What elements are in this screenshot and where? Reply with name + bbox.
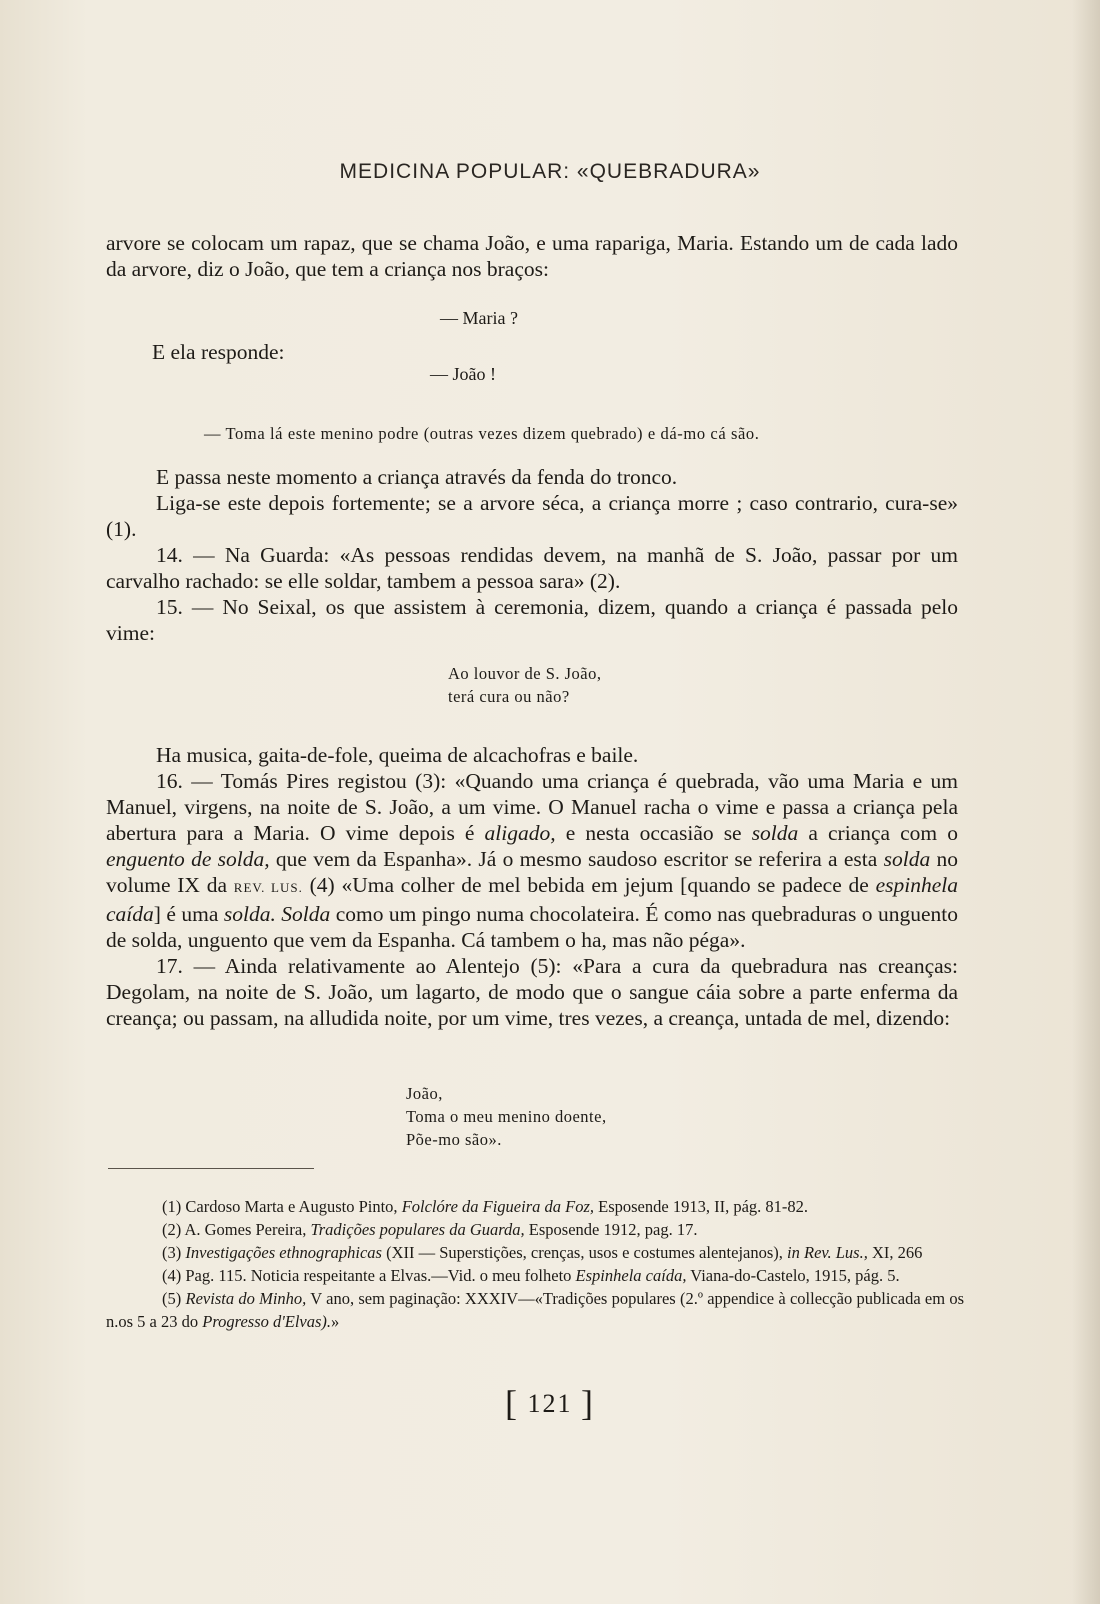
paragraph-17: 17. — Ainda relativamente ao Alentejo (5): «Para a cura da quebradura nas creanças: Degolam, na noite de S. João, um lagarto, de modo que o sangue cáia sobre a parte enferma da creança; ou passam, na alludida noite, por um vime, tres vezes, a creança, untada de mel, dizendo:	[106, 954, 958, 1030]
verse-alentejo	[406, 1082, 607, 1151]
paragraph-block-3	[106, 742, 958, 1031]
footnote-4: (4) Pag. 115. Noticia respeitante a Elvas.—Vid. o meu folheto Espinhela caída, Viana-do-Castelo, 1915, pág. 5.	[162, 1266, 900, 1285]
dialogue-joao: — João !	[430, 364, 496, 384]
verse-line: João,	[406, 1084, 443, 1103]
verse-seixal	[448, 662, 602, 708]
paragraph-liga: Liga-se este depois fortemente; se a arvore séca, a criança morre ; caso contrario, cura-se» (1).	[106, 491, 958, 541]
footnote-2: (2) A. Gomes Pereira, Tradições populares da Guarda, Esposende 1912, pag. 17.	[162, 1220, 698, 1239]
paragraph-15: 15. — No Seixal, os que assistem à ceremonia, dizem, quando a criança é passada pelo vime:	[106, 595, 958, 645]
paragraph-block-2	[106, 464, 958, 646]
verse-line: Põe-mo são».	[406, 1130, 502, 1149]
verse-line: Ao louvor de S. João,	[448, 664, 602, 683]
footnote-1: (1) Cardoso Marta e Augusto Pinto, Folclóre da Figueira da Foz, Esposende 1913, II, pág. 81-82.	[162, 1197, 809, 1216]
verse-line: Toma o meu menino doente,	[406, 1107, 607, 1126]
paragraph-14: 14. — Na Guarda: «As pessoas rendidas devem, na manhã de S. João, passar por um carvalho rachado: se elle soldar, tambem a pessoa sara» (2).	[106, 543, 958, 593]
footnote-divider	[108, 1168, 314, 1169]
paragraph-1: arvore se colocam um rapaz, que se chama João, e uma rapariga, Maria. Estando um de cada lado da arvore, diz o João, que tem a criança nos braços:	[106, 231, 958, 281]
footnotes	[106, 1195, 964, 1333]
dialogue-ela-responde: E ela responde:	[152, 340, 285, 364]
paragraph-musica: Ha musica, gaita-de-fole, queima de alcachofras e baile.	[156, 743, 639, 767]
page-number: [ 121 ]	[505, 1383, 595, 1423]
dialogue-toma: — Toma lá este menino podre (outras vezes dizem quebrado) e dá-mo cá são.	[204, 424, 760, 443]
dialogue-maria: — Maria ?	[440, 308, 518, 328]
running-header: MEDICINA POPULAR: «QUEBRADURA»	[339, 160, 761, 183]
footnote-5: (5) Revista do Minho, V ano, sem paginação: XXXIV—«Tradições populares (2.º appendice à collecção publicada em os n.os 5 a 23 do Progresso d'Elvas).»	[106, 1289, 964, 1331]
paragraph-16: 16. — Tomás Pires registou (3): «Quando uma criança é quebrada, vão uma Maria e um Manuel, virgens, na noite de S. João, a um vime. O Manuel racha o vime e passa a criança pela abertura para a Maria. O vime depois é aligado, e nesta occasião se solda a criança com o enguento de solda, que vem da Espanha». Já o mesmo saudoso escritor se referira a esta solda no volume IX da REV. LUS. (4) «Uma colher de mel bebida em jejum [quando se padece de espinhela caída] é uma solda. Solda como um pingo numa chocolateira. É como nas quebraduras o unguento de solda, unguento que vem da Espanha. Cá tambem o ha, mas não péga».	[106, 769, 958, 952]
page-edge-shadow	[1072, 0, 1100, 1604]
footnote-3: (3) Investigações ethnographicas (XII — Superstições, crenças, usos e costumes alentejanos), in Rev. Lus., XI, 266	[162, 1243, 923, 1262]
verse-line: terá cura ou não?	[448, 687, 570, 706]
paragraph-passa: E passa neste momento a criança através da fenda do tronco.	[156, 465, 678, 489]
